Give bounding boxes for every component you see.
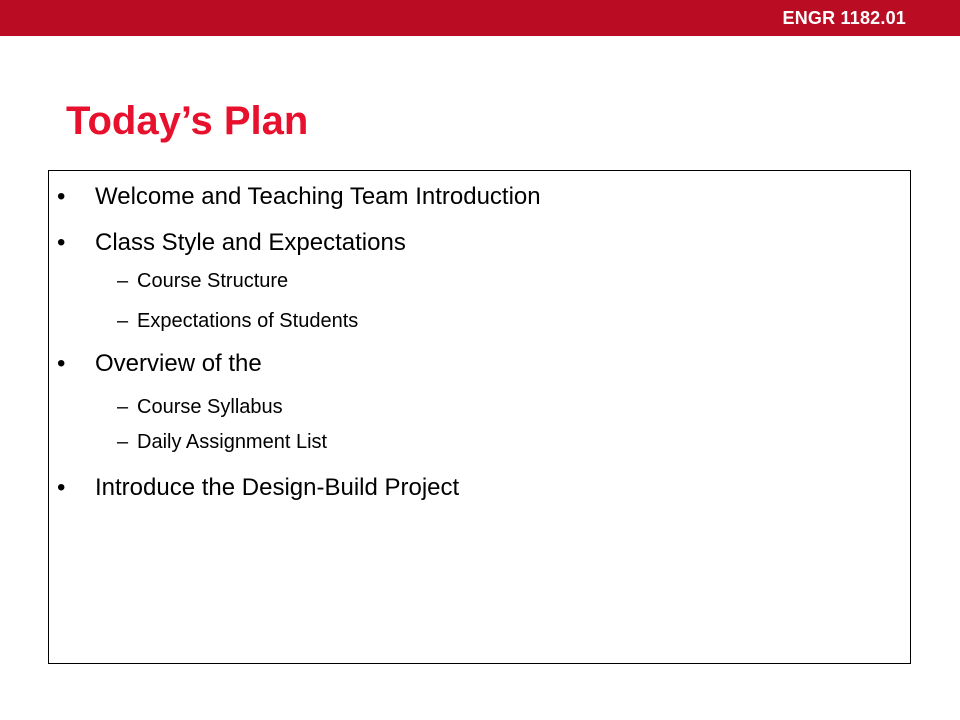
sub-marker: – xyxy=(117,310,129,332)
bullet-item xyxy=(57,350,262,378)
sub-marker: – xyxy=(117,431,129,453)
sub-marker: – xyxy=(117,396,129,418)
sub-item xyxy=(117,395,283,419)
header-bar xyxy=(0,0,960,36)
bullet-marker: • xyxy=(57,229,66,256)
slide-title: Today’s Plan xyxy=(66,99,309,143)
bullet-text: Overview of the xyxy=(95,350,262,377)
bullet-marker: • xyxy=(57,183,66,210)
sub-item-text: Course Structure xyxy=(137,270,289,292)
course-code: ENGR 1182.01 xyxy=(782,8,906,28)
bullet-marker: • xyxy=(57,474,66,501)
bullet-text: Class Style and Expectations xyxy=(95,229,406,256)
bullet-item xyxy=(57,229,406,257)
bullet-item xyxy=(57,474,459,502)
sub-item-text: Course Syllabus xyxy=(137,396,283,418)
bullet-text: Introduce the Design-Build Project xyxy=(95,474,460,501)
bullet-text: Welcome and Teaching Team Introduction xyxy=(95,183,541,210)
sub-item xyxy=(117,269,288,293)
sub-marker: – xyxy=(117,270,129,292)
sub-item-text: Daily Assignment List xyxy=(137,431,328,453)
sub-item xyxy=(117,430,327,454)
content-box xyxy=(48,170,911,664)
bullet-item xyxy=(57,183,541,211)
bullet-marker: • xyxy=(57,350,66,377)
sub-item xyxy=(117,309,358,333)
sub-item-text: Expectations of Students xyxy=(137,310,359,332)
